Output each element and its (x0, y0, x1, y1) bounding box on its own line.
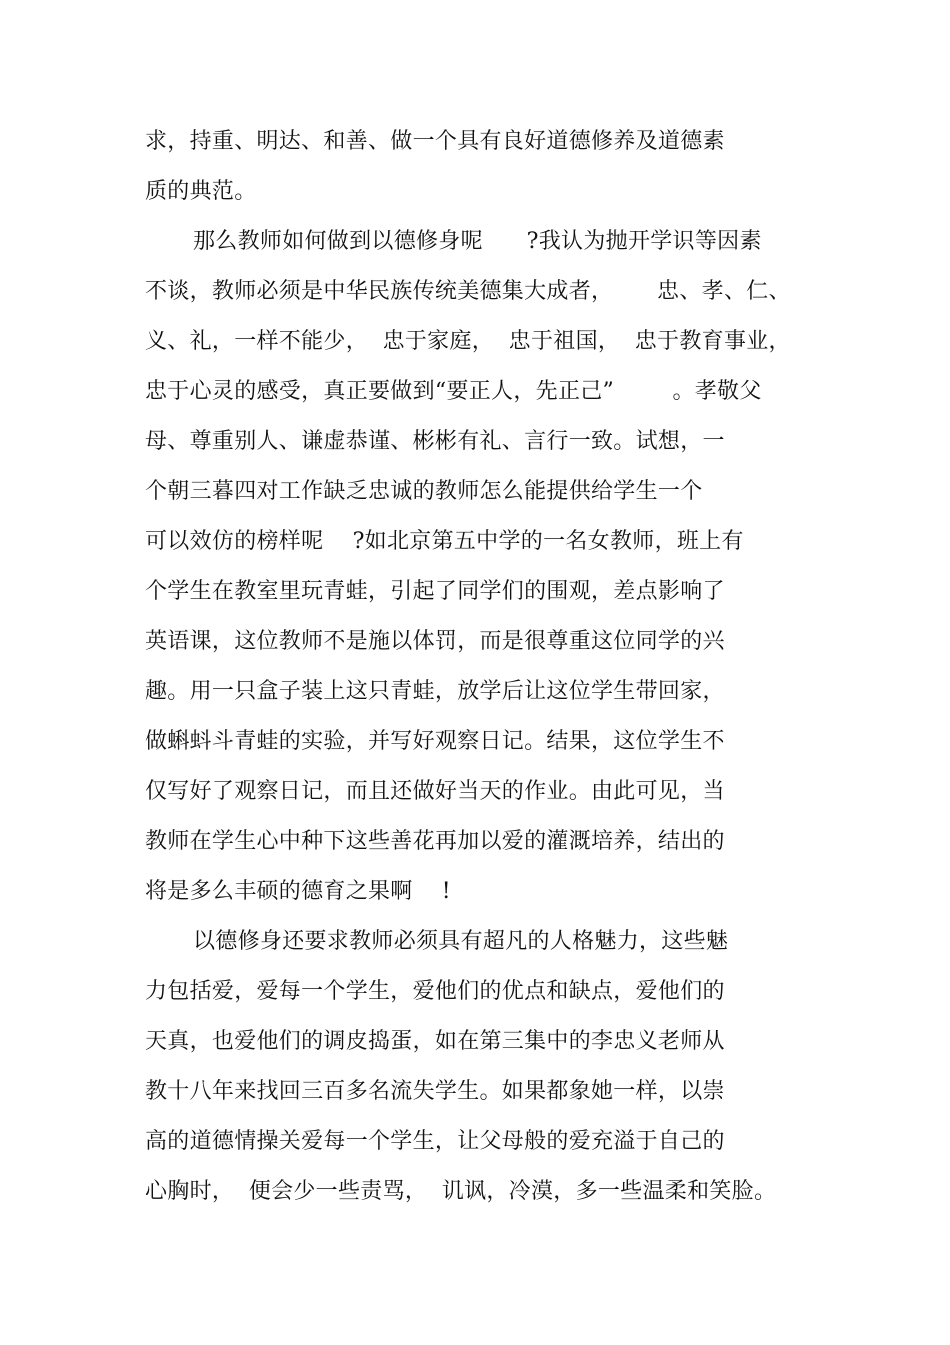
text-line-18: 力包括爱，爱每一个学生，爱他们的优点和缺点，爱他们的 (145, 979, 725, 1004)
text-line-12: 趣。用一只盒子装上这只青蛙，放学后让这位学生带回家， (145, 679, 725, 704)
text-line-9: 可以效仿的榜样呢 ?如北京第五中学的一名女教师，班上有 (145, 529, 744, 554)
text-line-15: 教师在学生心中种下这些善花再加以爱的灌溉培养，结出的 (145, 829, 725, 854)
text-line-5: 义、礼，一样不能少， 忠于家庭， 忠于祖国， 忠于教育事业， (145, 329, 791, 354)
paragraph-2-line-1: 那么教师如何做到以德修身呢 ?我认为抛开学识等因素 (193, 229, 762, 254)
text-line-4: 不谈，教师必须是中华民族传统美德集大成者， 忠、孝、仁、 (145, 279, 791, 304)
text-line-10: 个学生在教室里玩青蛙，引起了同学们的围观，差点影响了 (145, 579, 725, 604)
text-line-11: 英语课，这位教师不是施以体罚，而是很尊重这位同学的兴 (145, 629, 725, 654)
text-line-21: 高的道德情操关爱每一个学生，让父母般的爱充溢于自己的 (145, 1129, 725, 1154)
text-line-19: 天真，也爱他们的调皮捣蛋，如在第三集中的李忠义老师从 (145, 1029, 725, 1054)
text-line-8: 个朝三暮四对工作缺乏忠诚的教师怎么能提供给学生一个 (145, 479, 703, 504)
text-line-7: 母、尊重别人、谦虚恭谨、彬彬有礼、言行一致。试想，一 (145, 429, 725, 454)
text-line-1: 求，持重、明达、和善、做一个具有良好道德修养及道德素 (145, 129, 725, 154)
text-line-6: 忠于心灵的感受，真正要做到“要正人，先正己” 。孝敬父 (145, 379, 762, 404)
text-line-22: 心胸时， 便会少一些责骂， 讥讽，冷漠，多一些温柔和笑脸。 (145, 1179, 777, 1204)
text-line-20: 教十八年来找回三百多名流失学生。如果都象她一样，以崇 (145, 1079, 725, 1104)
text-line-13: 做蝌蚪斗青蛙的实验，并写好观察日记。结果，这位学生不 (145, 729, 725, 754)
text-line-16: 将是多么丰硕的德育之果啊 ! (145, 879, 451, 904)
paragraph-3-line-1: 以德修身还要求教师必须具有超凡的人格魅力，这些魅 (193, 929, 729, 954)
text-line-2: 质的典范。 (145, 179, 257, 204)
text-line-14: 仅写好了观察日记，而且还做好当天的作业。由此可见，当 (145, 779, 725, 804)
